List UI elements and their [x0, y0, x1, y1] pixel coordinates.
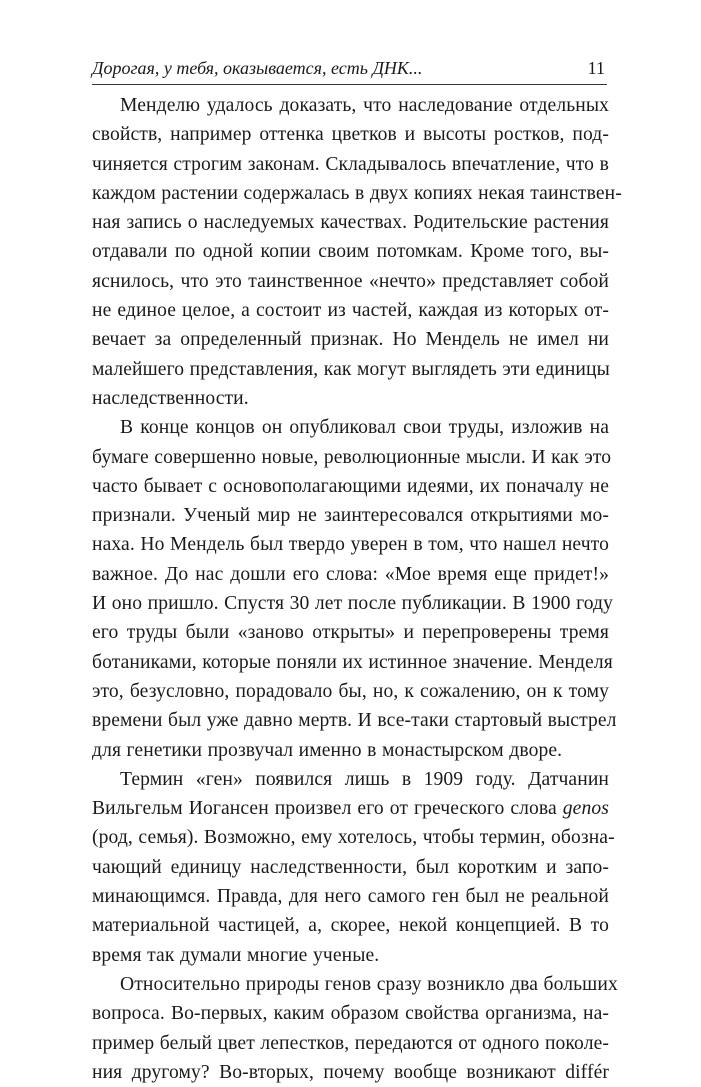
page-number: 11 — [587, 58, 605, 78]
paragraph-3 — [92, 765, 615, 970]
text-line: время так думали многие ученые. — [92, 944, 380, 966]
text-line: малейшего представления, как могут выглядеть эти единицы — [92, 358, 610, 380]
text-line: это, безусловно, порадовало бы, но, к сожалению, он к тому — [92, 680, 609, 702]
text-line: чиняется строгим законам. Складывалось впечатление, что в — [92, 153, 609, 175]
text-line: пример белый цвет лепестков, передаются от одного поколе- — [92, 1032, 609, 1054]
body-text — [92, 91, 622, 1087]
text-line: для генетики прозвучал именно в монастырском дворе. — [92, 739, 563, 761]
text-line — [92, 794, 609, 823]
text-line: вопроса. Во-первых, каким образом свойства организма, на- — [92, 1003, 609, 1025]
paragraph-4 — [92, 970, 618, 1087]
text-line: не единое целое, а состоит из частей, каждая из которых от- — [92, 300, 609, 322]
text-line: яснилось, что это таинственное «нечто» представляет собой — [92, 270, 609, 292]
text-line: признали. Ученый мир не заинтересовался открытиями мо- — [92, 505, 609, 527]
running-title: Дорогая, у тебя, оказывается, есть ДНК... — [92, 58, 423, 78]
text-line: часто бывает с основополагающими идеями, их поначалу не — [92, 475, 609, 497]
text-line: Менделю удалось доказать, что наследование отдельных — [120, 95, 609, 116]
text-line: ботаниками, которые поняли их истинное значение. Менделя — [92, 651, 613, 673]
text-line: Термин «ген» появился лишь в 1909 году. Датчанин — [120, 768, 609, 790]
text-line: каждом растении содержалась в двух копиях некая таинствен- — [92, 182, 622, 204]
paragraph-2 — [92, 413, 617, 765]
text-line: В конце концов он опубликовал свои труды, изложив на — [120, 417, 609, 439]
text-line: наследственности. — [92, 387, 249, 409]
text-line: времени был уже давно мертв. И все-таки стартовый выстрел — [92, 710, 617, 732]
text-line: отдавали по одной копии своим потомкам. Кроме того, вы- — [92, 241, 609, 263]
text-line: ная запись о наследуемых качествах. Родительские растения — [92, 212, 609, 234]
text-line: чающий единицу наследственности, был коротким и запо- — [92, 856, 609, 878]
text-line-segment: Вильгельм Иогансен произвел его от греческого слова — [92, 798, 557, 820]
text-line: наха. Но Мендель был твердо уверен в том, что нашел нечто — [92, 534, 609, 556]
paragraph-1 — [92, 91, 622, 413]
text-line: (род, семья). Возможно, ему хотелось, чтобы термин, обозна- — [92, 827, 615, 849]
text-line: минающимся. Правда, для него самого ген был не реальной — [92, 886, 609, 908]
text-line: важное. До нас дошли его слова: «Мое время еще придет!» — [92, 563, 609, 585]
text-line: Относительно природы генов сразу возникло два больших — [120, 973, 618, 995]
text-line: вечает за определенный признак. Но Мендель не имел ни — [92, 329, 609, 351]
text-line: свойств, например оттенка цветков и высоты ростков, под- — [92, 124, 609, 146]
text-line: ния другому? Во-вторых, почему вообще возникают différ — [92, 1061, 609, 1083]
italic-term: genos — [562, 798, 609, 820]
text-line: И оно пришло. Спустя 30 лет после публикации. В 1900 году — [92, 593, 614, 615]
text-line: его труды были «заново открыты» и перепроверены тремя — [92, 622, 609, 644]
text-line: материальной частицей, а, скорее, некой концепцией. В то — [92, 915, 609, 937]
header-rule — [92, 84, 607, 85]
text-line: бумаге совершенно новые, революционные мысли. И как это — [92, 446, 612, 468]
